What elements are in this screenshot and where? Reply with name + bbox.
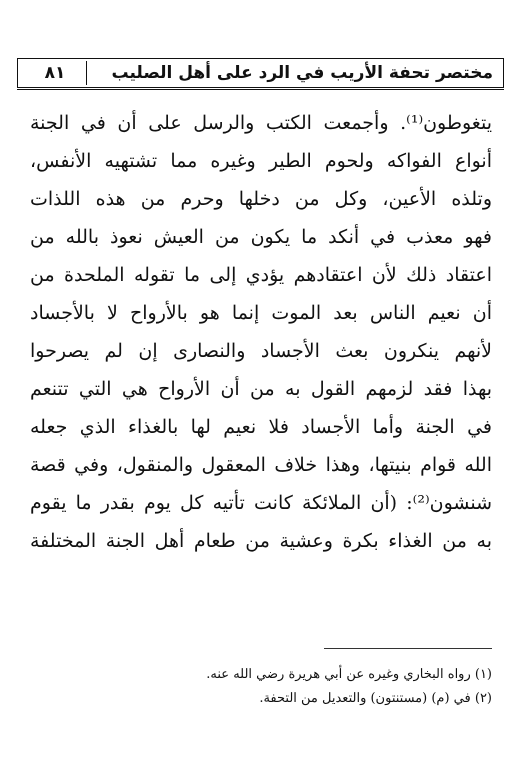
body-line: الله قوام بنيتها، وهذا خلاف المعقول والمنقول، وفي قصة — [30, 454, 492, 476]
body-line: في الجنة وأما الأجساد فلا نعيم لها بالغذاء الذي جعله — [30, 416, 492, 438]
page-header — [17, 58, 504, 88]
body-line: شنشون⁽²⁾: (أن الملائكة كانت تأتيه كل يوم بقدر ما يقوم — [30, 492, 492, 514]
body-line: بهذا فقد لزمهم القول به من أن الأرواح هي التي تتنعم — [30, 378, 492, 400]
body-line: يتغوطون⁽¹⁾. وأجمعت الكتب والرسل على أن في الجنة — [30, 112, 492, 134]
footnotes — [30, 664, 492, 712]
running-title: مختصر تحفة الأريب في الرد على أهل الصليب — [111, 63, 493, 83]
footnote: (١) رواه البخاري وغيره عن أبي هريرة رضي الله عنه. — [206, 667, 492, 682]
body-line: اعتقاد ذلك لأن اعتقادهم يؤدي إلى ما تقوله الملحدة من — [30, 264, 492, 286]
body-line: أن نعيم الناس بعد الموت إنما هو بالأرواح لا بالأجساد — [30, 302, 492, 324]
page-number: ٨١ — [44, 63, 66, 83]
footnote-separator — [324, 648, 492, 649]
body-line: وتلذه الأعين، وكل من دخلها وحرم من هذه اللذات — [30, 188, 492, 210]
body-text — [30, 104, 492, 560]
body-line: فهو معذب في أنكد ما يكون من العيش نعوذ بالله من — [30, 226, 492, 248]
header-divider — [86, 61, 87, 85]
body-line: أنواع الفواكه ولحوم الطير وغيره مما تشتهيه الأنفس، — [30, 150, 492, 172]
footnote: (٢) في (م) (مستنتون) والتعديل من التحفة. — [259, 691, 492, 706]
header-rule — [17, 89, 504, 90]
body-line: لأنهم ينكرون بعث الأجساد والنصارى إن لم يصرحوا — [30, 340, 492, 362]
body-line: به من الغذاء بكرة وعشية من طعام أهل الجنة المختلفة — [30, 530, 492, 552]
